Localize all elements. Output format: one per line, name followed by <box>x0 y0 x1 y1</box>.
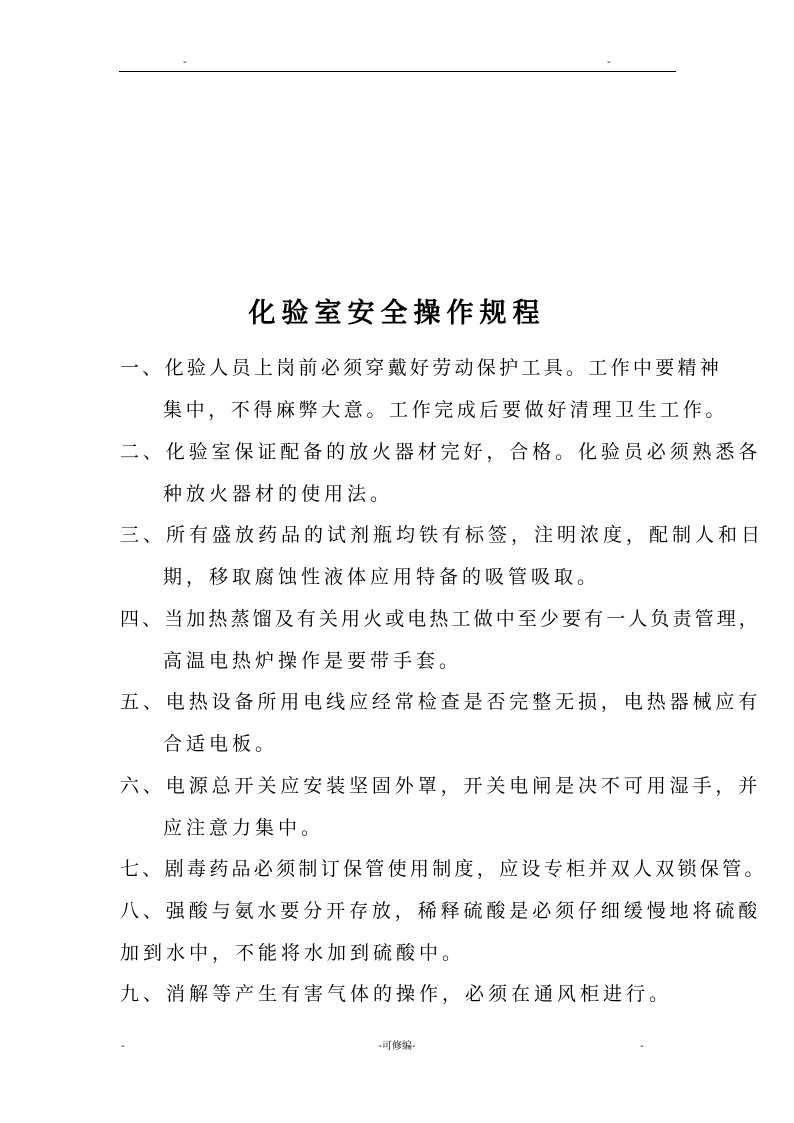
rule-5-line-2: 合适电板。 <box>163 733 279 755</box>
header-rule <box>119 71 676 72</box>
footer-center-text: -可修编- <box>378 1041 416 1052</box>
rule-2-line-1: 二、化验室保证配备的放火器材完好，合格。化验员必须熟悉各 <box>120 441 762 463</box>
page-title: 化验室安全操作规程 <box>248 298 546 329</box>
footer-left-mark: - <box>121 1041 125 1052</box>
rule-8-line-1: 八、强酸与氨水要分开存放，稀释硫酸是必须仔细缓慢地将硫酸 <box>120 900 762 922</box>
rule-1-line-1: 一、化验人员上岗前必须穿戴好劳动保护工具。工作中要精神 <box>120 357 723 379</box>
rule-7-line-1: 七、剧毒药品必须制订保管使用制度，应设专柜并双人双锁保管。 <box>120 858 767 880</box>
rule-3-line-1: 三、所有盛放药品的试剂瓶均铁有标签，注明浓度，配制人和日 <box>120 524 765 546</box>
header-right-mark: - <box>607 57 611 68</box>
rule-6-line-1: 六、电源总开关应安装坚固外罩，开关电闸是决不可用湿手，并 <box>120 775 762 797</box>
rule-4-line-1: 四、当加热蒸馏及有关用火或电热工做中至少要有一人负责管理， <box>120 608 761 630</box>
rule-3-line-2: 期，移取腐蚀性液体应用特备的吸管吸取。 <box>163 566 601 588</box>
rule-1-line-2: 集中，不得麻弊大意。工作完成后要做好清理卫生工作。 <box>163 399 729 421</box>
rule-2-line-2: 种放火器材的使用法。 <box>163 483 394 505</box>
rule-6-line-2: 应注意力集中。 <box>163 817 325 839</box>
rule-4-line-2: 高温电热炉操作是要带手套。 <box>163 650 463 672</box>
footer-right-mark: - <box>640 1041 644 1052</box>
rule-8-line-2: 加到水中，不能将水加到硫酸中。 <box>120 942 466 964</box>
rule-5-line-1: 五、电热设备所用电线应经常检查是否完整无损，电热器械应有 <box>120 691 762 713</box>
header-left-mark: - <box>183 57 187 68</box>
rule-9-line-1: 九、消解等产生有害气体的操作，必须在通风柜进行。 <box>120 983 673 1005</box>
